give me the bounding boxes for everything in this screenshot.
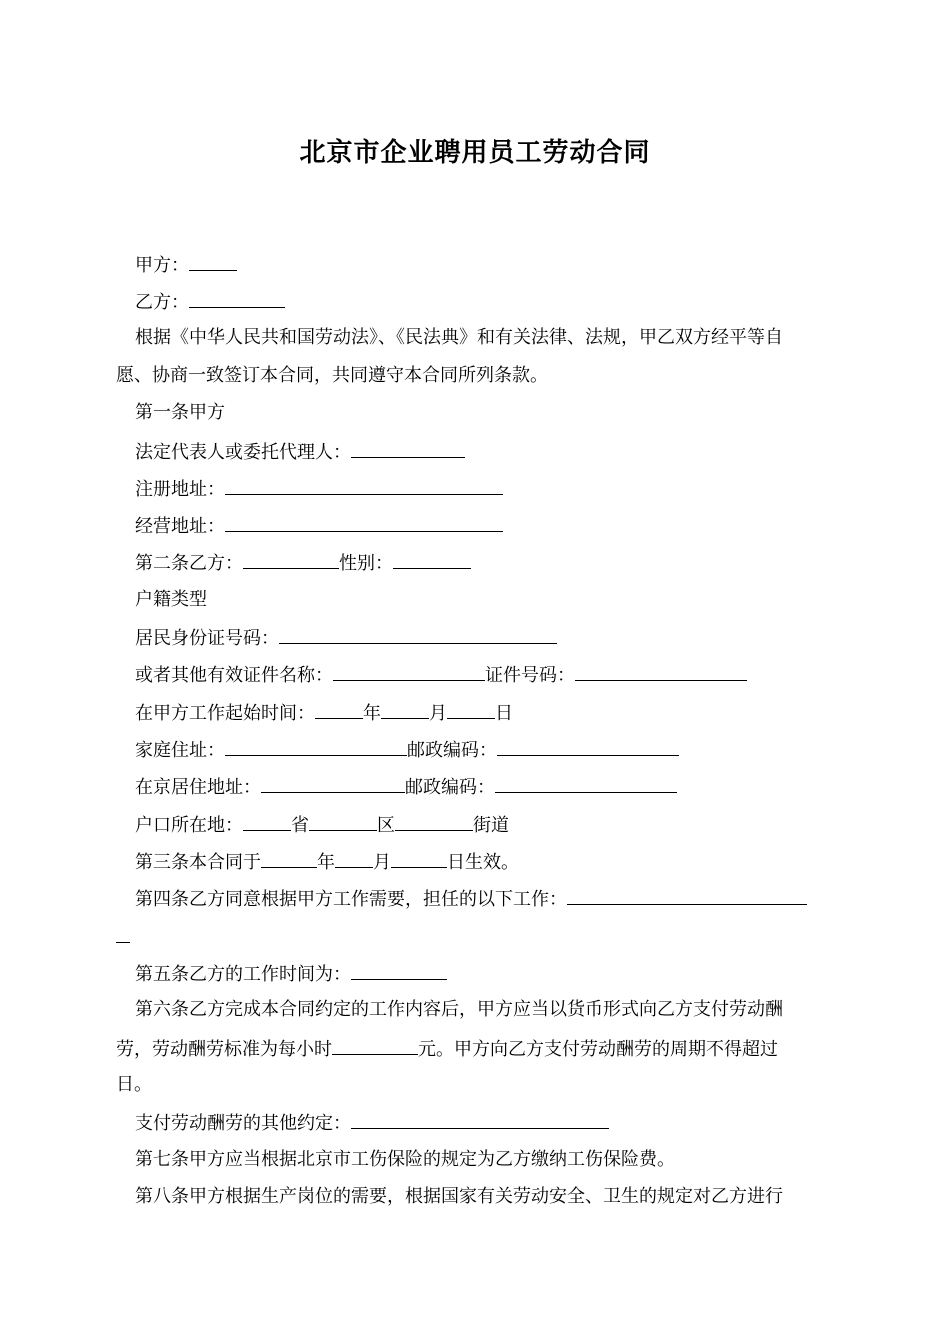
start-day-blank[interactable] — [447, 700, 495, 719]
beijing-postcode-label: 邮政编码： — [405, 777, 495, 798]
other-id-line — [135, 662, 747, 688]
legal-rep-blank[interactable] — [351, 439, 465, 458]
district-label: 区 — [377, 815, 395, 836]
id-number-blank[interactable] — [279, 625, 557, 644]
beijing-address-line — [135, 774, 677, 800]
article-5-line — [135, 961, 447, 987]
job-description-blank[interactable] — [567, 886, 807, 905]
start-date-line — [135, 700, 513, 726]
legal-rep-label: 法定代表人或委托代理人： — [135, 442, 351, 463]
start-date-label: 在甲方工作起始时间： — [135, 703, 315, 724]
biz-addr-line — [135, 513, 503, 539]
biz-addr-blank[interactable] — [225, 513, 503, 532]
effective-day-blank[interactable] — [391, 849, 447, 868]
pay-other-label: 支付劳动酬劳的其他约定： — [135, 1113, 351, 1134]
party-a-line — [135, 252, 237, 278]
article-4-label: 第四条乙方同意根据甲方工作需要，担任的以下工作： — [135, 889, 567, 910]
beijing-address-label: 在京居住地址： — [135, 777, 261, 798]
legal-rep-line — [135, 439, 465, 465]
hukou-province-blank[interactable] — [243, 812, 291, 831]
pay-other-line — [135, 1110, 609, 1136]
home-postcode-label: 邮政编码： — [407, 740, 497, 761]
article-4-line — [135, 886, 807, 912]
article-2-line — [135, 550, 471, 576]
effective-year-blank[interactable] — [261, 849, 317, 868]
gender-label: 性别： — [339, 553, 393, 574]
beijing-postcode-blank[interactable] — [495, 774, 677, 793]
other-id-name-blank[interactable] — [333, 662, 485, 681]
hukou-district-blank[interactable] — [309, 812, 377, 831]
home-postcode-blank[interactable] — [497, 737, 679, 756]
article-4-continuation — [116, 924, 130, 950]
biz-addr-label: 经营地址： — [135, 516, 225, 537]
effective-month-label: 月 — [373, 852, 391, 873]
party-a-blank[interactable] — [189, 252, 237, 271]
start-month-label: 月 — [429, 703, 447, 724]
party-a-label: 甲方： — [135, 255, 189, 276]
reg-addr-label: 注册地址： — [135, 479, 225, 500]
start-year-label: 年 — [363, 703, 381, 724]
hourly-rate-blank[interactable] — [332, 1036, 418, 1055]
article-1-heading: 第一条甲方 — [135, 402, 225, 423]
article-6-line-2 — [116, 1036, 778, 1062]
party-b-line — [135, 289, 285, 315]
party-b-label: 乙方： — [135, 292, 189, 313]
document-title: 北京市企业聘用员工劳动合同 — [299, 138, 651, 168]
home-address-blank[interactable] — [225, 737, 407, 756]
start-day-label: 日 — [495, 703, 513, 724]
gender-blank[interactable] — [393, 550, 471, 569]
reg-addr-blank[interactable] — [225, 476, 503, 495]
preamble-line-2: 愿、协商一致签订本合同，共同遵守本合同所列条款。 — [116, 365, 548, 386]
hukou-location-label: 户口所在地： — [135, 815, 243, 836]
beijing-address-blank[interactable] — [261, 774, 405, 793]
article-2-label: 第二条乙方： — [135, 553, 243, 574]
other-id-number-blank[interactable] — [575, 662, 747, 681]
article-7-line: 第七条甲方应当根据北京市工伤保险的规定为乙方缴纳工伤保险费。 — [135, 1149, 675, 1170]
preamble-line-1: 根据《中华人民共和国劳动法》、《民法典》和有关法律、法规，甲乙双方经平等自 — [135, 327, 783, 348]
start-month-blank[interactable] — [381, 700, 429, 719]
id-number-label: 居民身份证号码： — [135, 628, 279, 649]
work-hours-blank[interactable] — [351, 961, 447, 980]
party-b-blank[interactable] — [189, 289, 285, 308]
party-b-name-blank[interactable] — [243, 550, 339, 569]
other-id-number-label: 证件号码： — [485, 665, 575, 686]
pay-period-label: 元。甲方向乙方支付劳动酬劳的周期不得超过 — [418, 1039, 778, 1060]
pay-other-blank[interactable] — [351, 1110, 609, 1129]
effective-month-blank[interactable] — [335, 849, 373, 868]
reg-addr-line — [135, 476, 503, 502]
article-5-label: 第五条乙方的工作时间为： — [135, 964, 351, 985]
article-6-line-3: 日。 — [116, 1074, 152, 1095]
province-label: 省 — [291, 815, 309, 836]
job-description-blank-continued[interactable] — [116, 924, 130, 943]
hukou-street-blank[interactable] — [395, 812, 473, 831]
hourly-rate-label: 劳，劳动酬劳标准为每小时 — [116, 1039, 332, 1060]
article-3-line — [135, 849, 519, 875]
other-id-name-label: 或者其他有效证件名称： — [135, 665, 333, 686]
article-8-line: 第八条甲方根据生产岗位的需要，根据国家有关劳动安全、卫生的规定对乙方进行 — [135, 1186, 783, 1207]
id-number-line — [135, 625, 557, 651]
hukou-type-label: 户籍类型 — [135, 589, 207, 610]
home-address-label: 家庭住址： — [135, 740, 225, 761]
start-year-blank[interactable] — [315, 700, 363, 719]
effective-year-label: 年 — [317, 852, 335, 873]
home-address-line — [135, 737, 679, 763]
effective-day-label: 日生效。 — [447, 852, 519, 873]
article-6-line-1: 第六条乙方完成本合同约定的工作内容后，甲方应当以货币形式向乙方支付劳动酬 — [135, 999, 783, 1020]
street-label: 街道 — [473, 815, 509, 836]
hukou-location-line — [135, 812, 509, 838]
article-3-label: 第三条本合同于 — [135, 852, 261, 873]
